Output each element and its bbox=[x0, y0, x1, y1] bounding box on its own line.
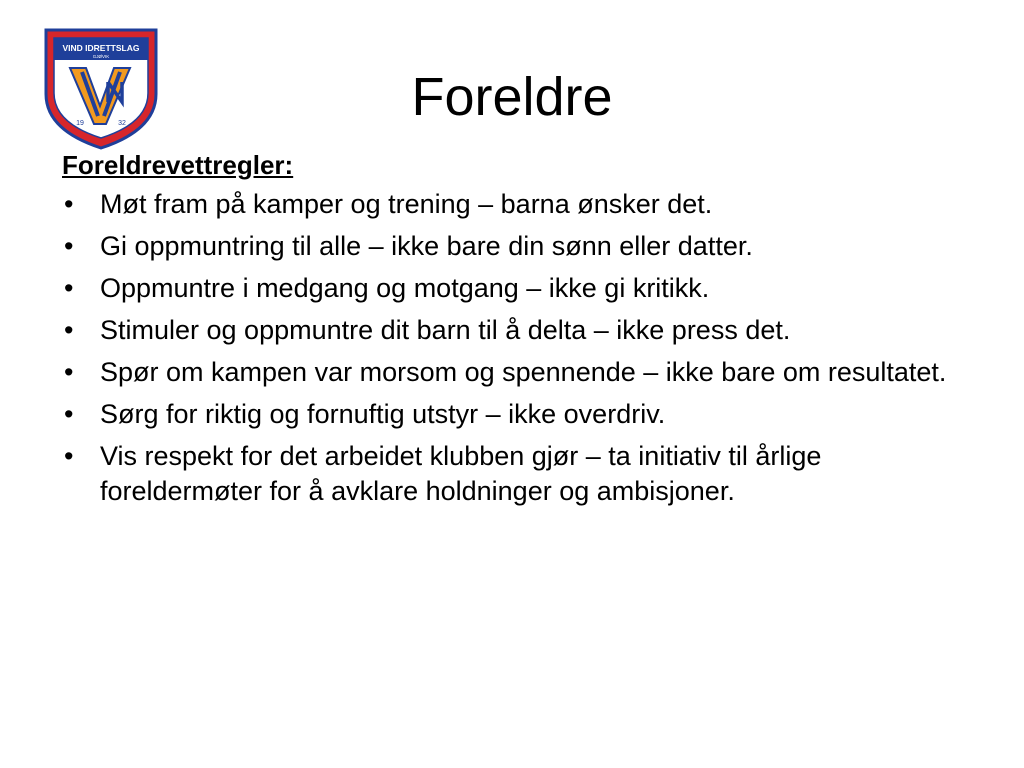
bullet-item bbox=[62, 229, 982, 264]
slide-content bbox=[62, 147, 982, 516]
bullet-item bbox=[62, 355, 982, 390]
bullet-glyph: • bbox=[64, 189, 74, 219]
bullet-glyph: • bbox=[64, 315, 74, 345]
logo-club-name: VIND IDRETTSLAG bbox=[62, 43, 140, 53]
bullet-text: Stimuler og oppmuntre dit barn til å delta – ikke press det. bbox=[100, 315, 791, 345]
bullet-item bbox=[62, 313, 982, 348]
logo-city: GJØVIK bbox=[92, 54, 110, 59]
logo-year-right: 32 bbox=[118, 120, 126, 127]
bullet-item bbox=[62, 439, 982, 509]
bullet-text: Spør om kampen var morsom og spennende – ikke bare om resultatet. bbox=[100, 357, 947, 387]
bullet-glyph: • bbox=[64, 399, 74, 429]
bullet-text: Oppmuntre i medgang og motgang – ikke gi kritikk. bbox=[100, 273, 710, 303]
subheading: Foreldrevettregler: bbox=[62, 150, 294, 180]
bullet-glyph: • bbox=[64, 231, 74, 261]
bullet-text: Sørg for riktig og fornuftig utstyr – ikke overdriv. bbox=[100, 399, 666, 429]
bullet-text: Gi oppmuntring til alle – ikke bare din sønn eller datter. bbox=[100, 231, 753, 261]
bullet-list bbox=[62, 187, 982, 509]
bullet-glyph: • bbox=[64, 357, 74, 387]
bullet-glyph: • bbox=[64, 441, 74, 471]
bullet-glyph: • bbox=[64, 273, 74, 303]
bullet-item bbox=[62, 271, 982, 306]
slide-title: Foreldre bbox=[411, 67, 613, 127]
logo-year-left: 19 bbox=[76, 120, 84, 127]
bullet-text: Vis respekt for det arbeidet klubben gjør – ta initiativ til årlige foreldermøter for å avklare holdninger og ambisjoner. bbox=[100, 441, 822, 506]
bullet-item bbox=[62, 397, 982, 432]
bullet-item bbox=[62, 187, 982, 222]
bullet-text: Møt fram på kamper og trening – barna ønsker det. bbox=[100, 189, 713, 219]
